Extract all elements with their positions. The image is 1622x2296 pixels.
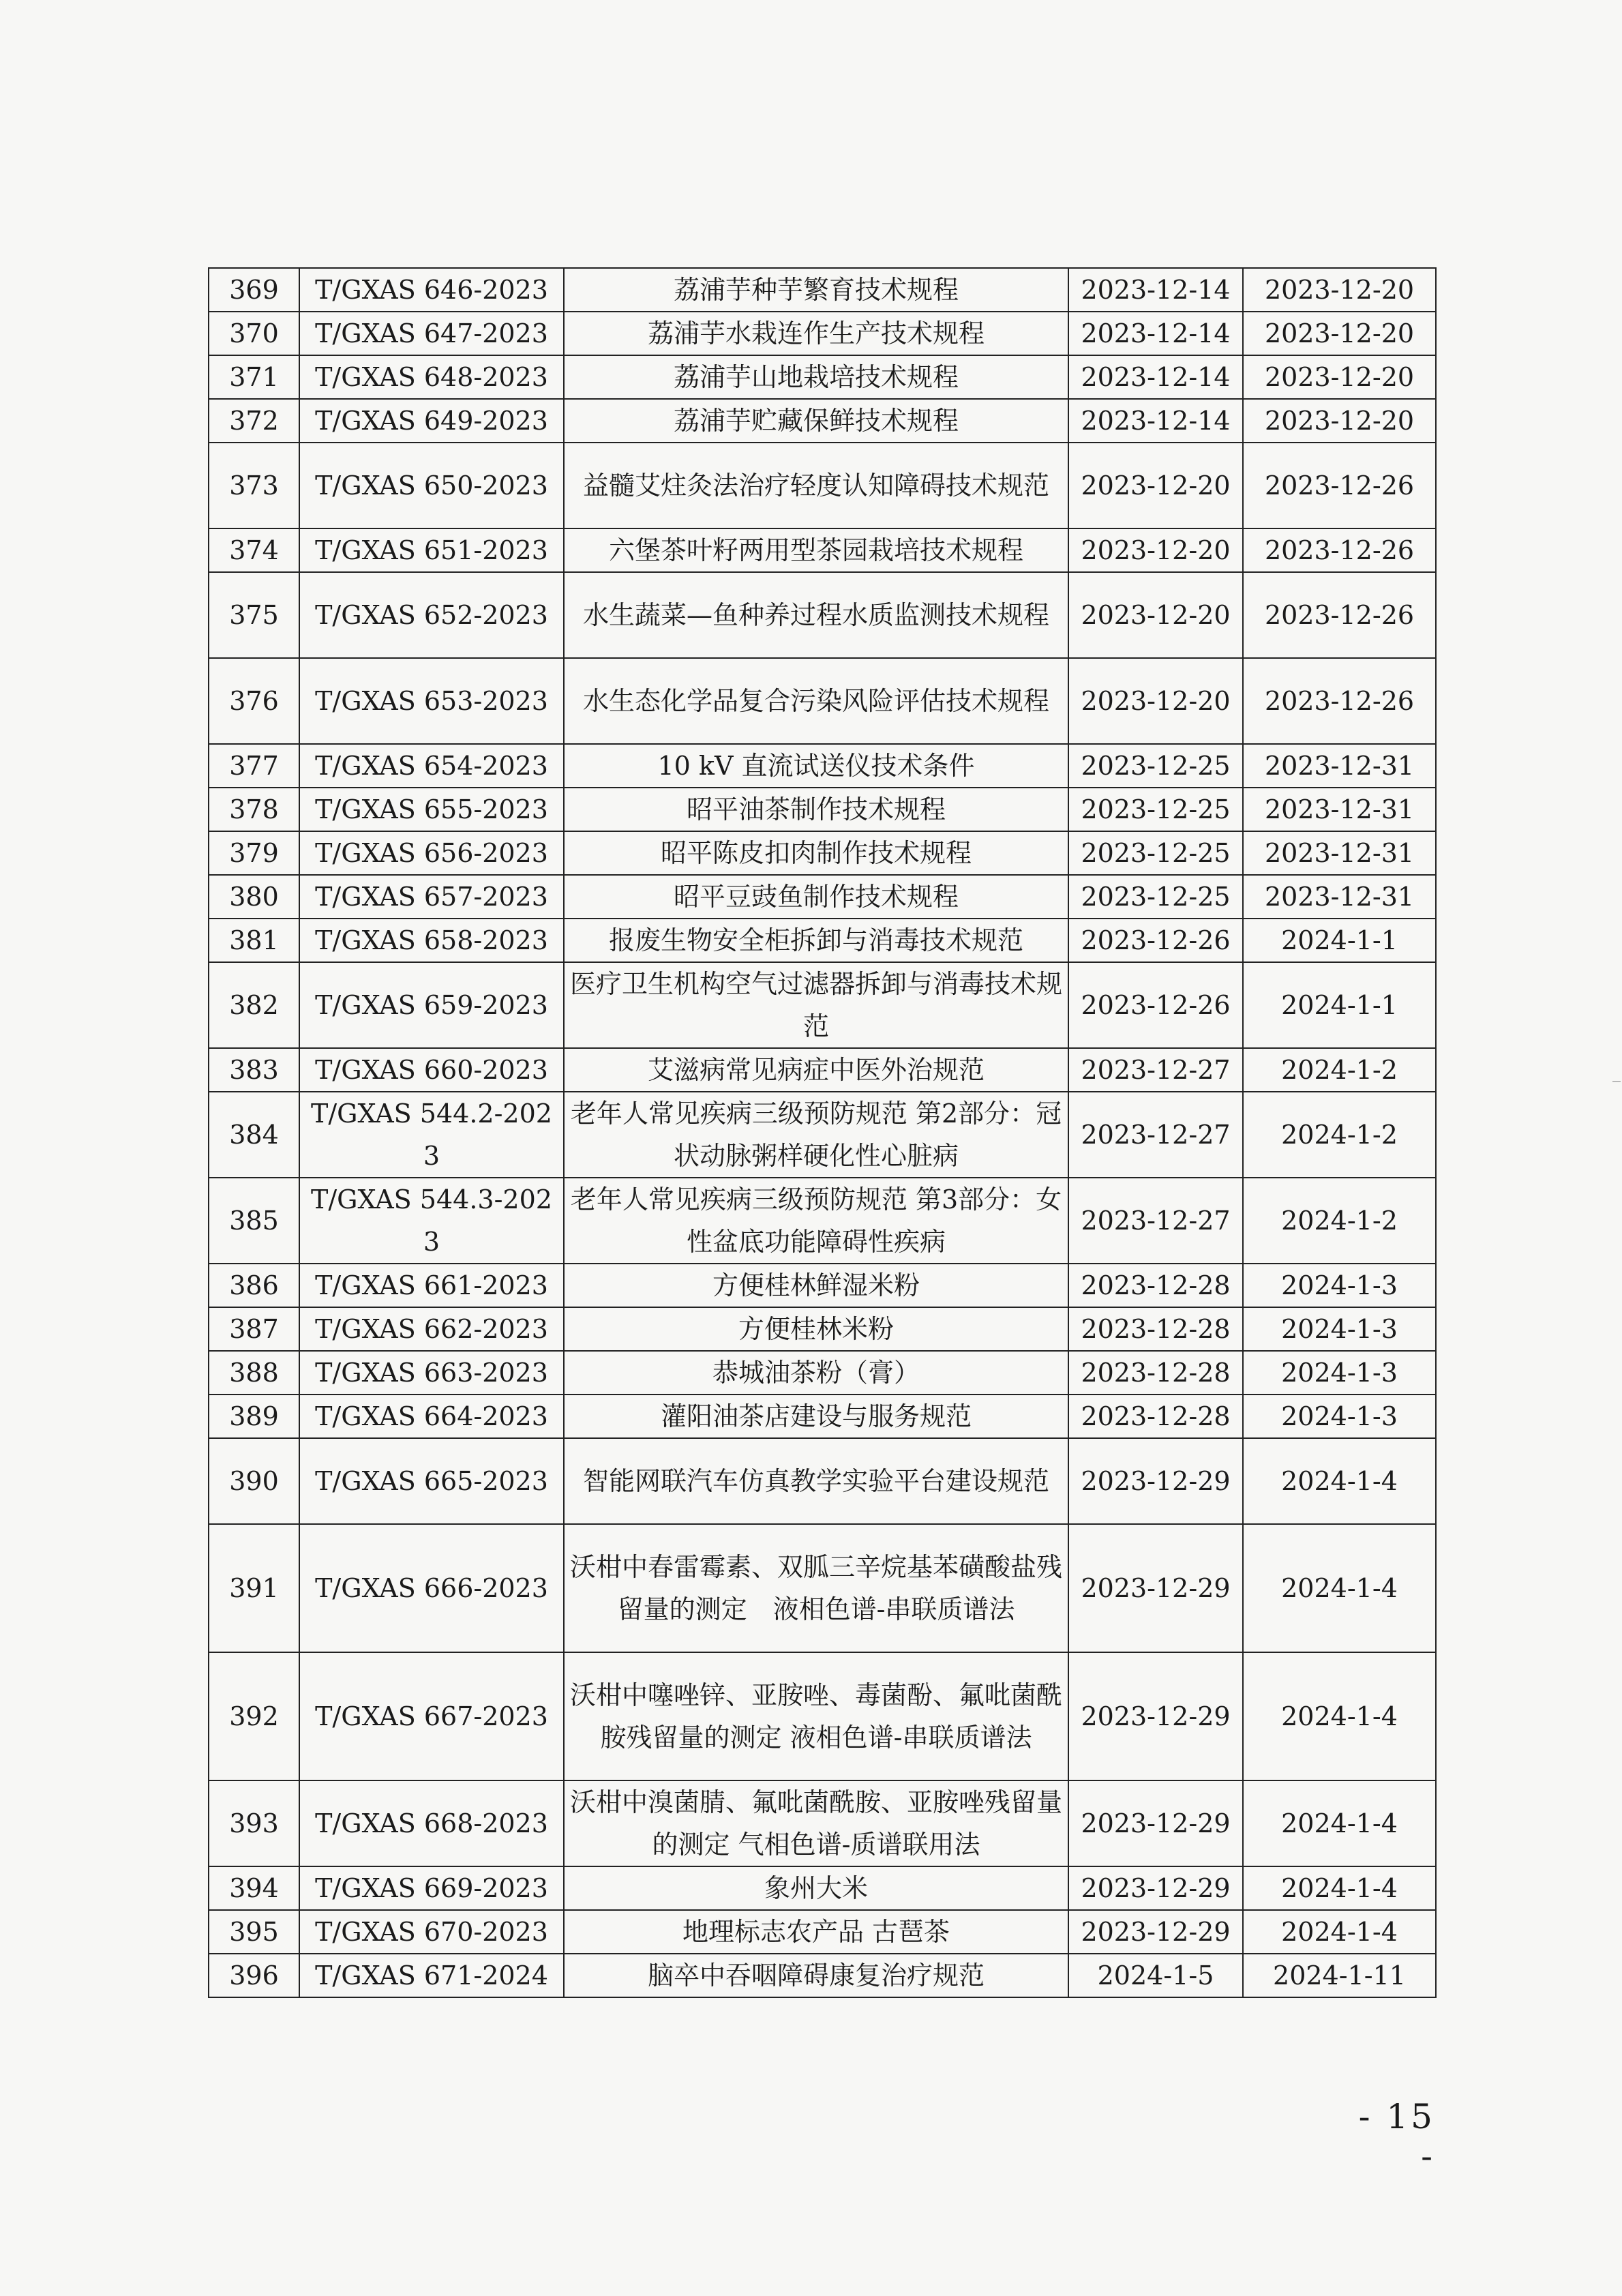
standard-name-cell: 水生蔬菜—鱼种养过程水质监测技术规程 xyxy=(564,572,1068,658)
publish-date-cell: 2023-12-28 xyxy=(1068,1395,1243,1438)
standard-name-cell: 艾滋病常见病症中医外治规范 xyxy=(564,1048,1068,1092)
standard-code-cell: T/GXAS 653-2023 xyxy=(299,658,564,744)
table-row xyxy=(209,1351,1436,1395)
table-row xyxy=(209,1307,1436,1351)
serial-number-cell: 384 xyxy=(209,1092,299,1178)
effective-date-cell: 2024-1-3 xyxy=(1243,1395,1436,1438)
publish-date-cell: 2023-12-25 xyxy=(1068,788,1243,831)
standard-code-cell: T/GXAS 665-2023 xyxy=(299,1438,564,1524)
table-row xyxy=(209,399,1436,443)
standard-name-cell: 老年人常见疾病三级预防规范 第2部分：冠状动脉粥样硬化性心脏病 xyxy=(564,1092,1068,1178)
standard-name-cell: 荔浦芋水栽连作生产技术规程 xyxy=(564,312,1068,355)
standard-name-cell: 荔浦芋种芋繁育技术规程 xyxy=(564,268,1068,312)
effective-date-cell: 2024-1-3 xyxy=(1243,1351,1436,1395)
effective-date-cell: 2024-1-2 xyxy=(1243,1178,1436,1264)
table-row xyxy=(209,1866,1436,1910)
publish-date-cell: 2024-1-5 xyxy=(1068,1954,1243,1997)
serial-number-cell: 382 xyxy=(209,962,299,1048)
table-row xyxy=(209,1048,1436,1092)
serial-number-cell: 381 xyxy=(209,919,299,962)
serial-number-cell: 378 xyxy=(209,788,299,831)
publish-date-cell: 2023-12-29 xyxy=(1068,1866,1243,1910)
publish-date-cell: 2023-12-14 xyxy=(1068,268,1243,312)
standard-code-cell: T/GXAS 659-2023 xyxy=(299,962,564,1048)
publish-date-cell: 2023-12-25 xyxy=(1068,744,1243,788)
effective-date-cell: 2023-12-26 xyxy=(1243,443,1436,528)
table-row xyxy=(209,658,1436,744)
serial-number-cell: 373 xyxy=(209,443,299,528)
standard-code-cell: T/GXAS 666-2023 xyxy=(299,1524,564,1652)
effective-date-cell: 2024-1-4 xyxy=(1243,1524,1436,1652)
standard-name-cell: 地理标志农产品 古琶茶 xyxy=(564,1910,1068,1954)
standard-name-cell: 方便桂林米粉 xyxy=(564,1307,1068,1351)
serial-number-cell: 369 xyxy=(209,268,299,312)
standard-name-cell: 昭平豆豉鱼制作技术规程 xyxy=(564,875,1068,919)
standard-name-cell: 象州大米 xyxy=(564,1866,1068,1910)
standard-name-cell: 报废生物安全柜拆卸与消毒技术规范 xyxy=(564,919,1068,962)
table-row xyxy=(209,1438,1436,1524)
standard-name-cell: 老年人常见疾病三级预防规范 第3部分：女性盆底功能障碍性疾病 xyxy=(564,1178,1068,1264)
table-row xyxy=(209,572,1436,658)
standard-code-cell: T/GXAS 650-2023 xyxy=(299,443,564,528)
serial-number-cell: 390 xyxy=(209,1438,299,1524)
effective-date-cell: 2024-1-4 xyxy=(1243,1438,1436,1524)
standard-code-cell: T/GXAS 669-2023 xyxy=(299,1866,564,1910)
publish-date-cell: 2023-12-29 xyxy=(1068,1652,1243,1780)
serial-number-cell: 388 xyxy=(209,1351,299,1395)
effective-date-cell: 2023-12-20 xyxy=(1243,268,1436,312)
publish-date-cell: 2023-12-28 xyxy=(1068,1264,1243,1307)
effective-date-cell: 2023-12-26 xyxy=(1243,528,1436,572)
table-row xyxy=(209,1910,1436,1954)
effective-date-cell: 2024-1-3 xyxy=(1243,1264,1436,1307)
standard-code-cell: T/GXAS 647-2023 xyxy=(299,312,564,355)
effective-date-cell: 2024-1-3 xyxy=(1243,1307,1436,1351)
standard-code-cell: T/GXAS 544.2-2023 xyxy=(299,1092,564,1178)
publish-date-cell: 2023-12-28 xyxy=(1068,1307,1243,1351)
standard-code-cell: T/GXAS 654-2023 xyxy=(299,744,564,788)
standard-code-cell: T/GXAS 662-2023 xyxy=(299,1307,564,1351)
scan-edge-mark xyxy=(1612,1081,1621,1082)
publish-date-cell: 2023-12-14 xyxy=(1068,355,1243,399)
table-row xyxy=(209,962,1436,1048)
standard-code-cell: T/GXAS 652-2023 xyxy=(299,572,564,658)
effective-date-cell: 2024-1-2 xyxy=(1243,1092,1436,1178)
standard-name-cell: 昭平油茶制作技术规程 xyxy=(564,788,1068,831)
table-row xyxy=(209,355,1436,399)
standard-name-cell: 荔浦芋贮藏保鲜技术规程 xyxy=(564,399,1068,443)
serial-number-cell: 374 xyxy=(209,528,299,572)
publish-date-cell: 2023-12-27 xyxy=(1068,1048,1243,1092)
standard-name-cell: 灌阳油茶店建设与服务规范 xyxy=(564,1395,1068,1438)
standard-name-cell: 恭城油茶粉（膏） xyxy=(564,1351,1068,1395)
publish-date-cell: 2023-12-27 xyxy=(1068,1092,1243,1178)
standard-name-cell: 荔浦芋山地栽培技术规程 xyxy=(564,355,1068,399)
standard-name-cell: 方便桂林鲜湿米粉 xyxy=(564,1264,1068,1307)
effective-date-cell: 2023-12-31 xyxy=(1243,788,1436,831)
serial-number-cell: 395 xyxy=(209,1910,299,1954)
serial-number-cell: 377 xyxy=(209,744,299,788)
standard-code-cell: T/GXAS 663-2023 xyxy=(299,1351,564,1395)
serial-number-cell: 370 xyxy=(209,312,299,355)
table-row xyxy=(209,528,1436,572)
standard-code-cell: T/GXAS 648-2023 xyxy=(299,355,564,399)
table-row xyxy=(209,788,1436,831)
table-row xyxy=(209,744,1436,788)
standard-code-cell: T/GXAS 660-2023 xyxy=(299,1048,564,1092)
standard-code-cell: T/GXAS 664-2023 xyxy=(299,1395,564,1438)
publish-date-cell: 2023-12-25 xyxy=(1068,831,1243,875)
serial-number-cell: 393 xyxy=(209,1780,299,1866)
standard-name-cell: 医疗卫生机构空气过滤器拆卸与消毒技术规范 xyxy=(564,962,1068,1048)
effective-date-cell: 2024-1-11 xyxy=(1243,1954,1436,1997)
serial-number-cell: 391 xyxy=(209,1524,299,1652)
publish-date-cell: 2023-12-26 xyxy=(1068,919,1243,962)
standard-name-cell: 沃柑中溴菌腈、氟吡菌酰胺、亚胺唑残留量的测定 气相色谱-质谱联用法 xyxy=(564,1780,1068,1866)
serial-number-cell: 394 xyxy=(209,1866,299,1910)
serial-number-cell: 380 xyxy=(209,875,299,919)
serial-number-cell: 387 xyxy=(209,1307,299,1351)
effective-date-cell: 2023-12-26 xyxy=(1243,658,1436,744)
effective-date-cell: 2024-1-4 xyxy=(1243,1652,1436,1780)
serial-number-cell: 379 xyxy=(209,831,299,875)
standard-name-cell: 智能网联汽车仿真教学实验平台建设规范 xyxy=(564,1438,1068,1524)
effective-date-cell: 2024-1-4 xyxy=(1243,1910,1436,1954)
effective-date-cell: 2024-1-1 xyxy=(1243,962,1436,1048)
effective-date-cell: 2023-12-20 xyxy=(1243,312,1436,355)
standards-table-container xyxy=(208,267,1435,1998)
serial-number-cell: 396 xyxy=(209,1954,299,1997)
serial-number-cell: 386 xyxy=(209,1264,299,1307)
publish-date-cell: 2023-12-29 xyxy=(1068,1524,1243,1652)
publish-date-cell: 2023-12-20 xyxy=(1068,443,1243,528)
standard-code-cell: T/GXAS 661-2023 xyxy=(299,1264,564,1307)
standards-table-body xyxy=(209,268,1436,1997)
effective-date-cell: 2024-1-1 xyxy=(1243,919,1436,962)
effective-date-cell: 2023-12-20 xyxy=(1243,355,1436,399)
table-row xyxy=(209,443,1436,528)
effective-date-cell: 2024-1-2 xyxy=(1243,1048,1436,1092)
effective-date-cell: 2023-12-31 xyxy=(1243,744,1436,788)
serial-number-cell: 372 xyxy=(209,399,299,443)
serial-number-cell: 375 xyxy=(209,572,299,658)
table-row xyxy=(209,1780,1436,1866)
standard-code-cell: T/GXAS 671-2024 xyxy=(299,1954,564,1997)
serial-number-cell: 392 xyxy=(209,1652,299,1780)
table-row xyxy=(209,875,1436,919)
standard-name-cell: 水生态化学品复合污染风险评估技术规程 xyxy=(564,658,1068,744)
standard-code-cell: T/GXAS 646-2023 xyxy=(299,268,564,312)
table-row xyxy=(209,1178,1436,1264)
standard-name-cell: 沃柑中春雷霉素、双胍三辛烷基苯磺酸盐残留量的测定 液相色谱-串联质谱法 xyxy=(564,1524,1068,1652)
standards-table xyxy=(208,267,1437,1998)
standard-code-cell: T/GXAS 658-2023 xyxy=(299,919,564,962)
table-row xyxy=(209,919,1436,962)
effective-date-cell: 2023-12-31 xyxy=(1243,831,1436,875)
table-row xyxy=(209,1524,1436,1652)
publish-date-cell: 2023-12-14 xyxy=(1068,312,1243,355)
table-row xyxy=(209,1652,1436,1780)
standard-name-cell: 益髓艾炷灸法治疗轻度认知障碍技术规范 xyxy=(564,443,1068,528)
standard-code-cell: T/GXAS 668-2023 xyxy=(299,1780,564,1866)
standard-code-cell: T/GXAS 544.3-2023 xyxy=(299,1178,564,1264)
serial-number-cell: 383 xyxy=(209,1048,299,1092)
publish-date-cell: 2023-12-28 xyxy=(1068,1351,1243,1395)
table-row xyxy=(209,831,1436,875)
standard-code-cell: T/GXAS 667-2023 xyxy=(299,1652,564,1780)
publish-date-cell: 2023-12-26 xyxy=(1068,962,1243,1048)
publish-date-cell: 2023-12-27 xyxy=(1068,1178,1243,1264)
table-row xyxy=(209,1395,1436,1438)
standard-code-cell: T/GXAS 649-2023 xyxy=(299,399,564,443)
publish-date-cell: 2023-12-29 xyxy=(1068,1438,1243,1524)
standard-code-cell: T/GXAS 670-2023 xyxy=(299,1910,564,1954)
serial-number-cell: 371 xyxy=(209,355,299,399)
effective-date-cell: 2023-12-20 xyxy=(1243,399,1436,443)
standard-name-cell: 沃柑中噻唑锌、亚胺唑、毒菌酚、氟吡菌酰胺残留量的测定 液相色谱-串联质谱法 xyxy=(564,1652,1068,1780)
page-number: - 15 - xyxy=(1358,2097,1435,2176)
standard-code-cell: T/GXAS 656-2023 xyxy=(299,831,564,875)
table-row xyxy=(209,1954,1436,1997)
publish-date-cell: 2023-12-20 xyxy=(1068,572,1243,658)
serial-number-cell: 385 xyxy=(209,1178,299,1264)
standard-code-cell: T/GXAS 651-2023 xyxy=(299,528,564,572)
standard-code-cell: T/GXAS 655-2023 xyxy=(299,788,564,831)
effective-date-cell: 2023-12-31 xyxy=(1243,875,1436,919)
publish-date-cell: 2023-12-25 xyxy=(1068,875,1243,919)
standard-code-cell: T/GXAS 657-2023 xyxy=(299,875,564,919)
standard-name-cell: 昭平陈皮扣肉制作技术规程 xyxy=(564,831,1068,875)
publish-date-cell: 2023-12-20 xyxy=(1068,658,1243,744)
standard-name-cell: 10 kV 直流试送仪技术条件 xyxy=(564,744,1068,788)
serial-number-cell: 376 xyxy=(209,658,299,744)
table-row xyxy=(209,312,1436,355)
publish-date-cell: 2023-12-29 xyxy=(1068,1910,1243,1954)
serial-number-cell: 389 xyxy=(209,1395,299,1438)
effective-date-cell: 2023-12-26 xyxy=(1243,572,1436,658)
effective-date-cell: 2024-1-4 xyxy=(1243,1780,1436,1866)
table-row xyxy=(209,1092,1436,1178)
table-row xyxy=(209,1264,1436,1307)
publish-date-cell: 2023-12-20 xyxy=(1068,528,1243,572)
publish-date-cell: 2023-12-14 xyxy=(1068,399,1243,443)
publish-date-cell: 2023-12-29 xyxy=(1068,1780,1243,1866)
standard-name-cell: 六堡茶叶籽两用型茶园栽培技术规程 xyxy=(564,528,1068,572)
standard-name-cell: 脑卒中吞咽障碍康复治疗规范 xyxy=(564,1954,1068,1997)
effective-date-cell: 2024-1-4 xyxy=(1243,1866,1436,1910)
table-row xyxy=(209,268,1436,312)
